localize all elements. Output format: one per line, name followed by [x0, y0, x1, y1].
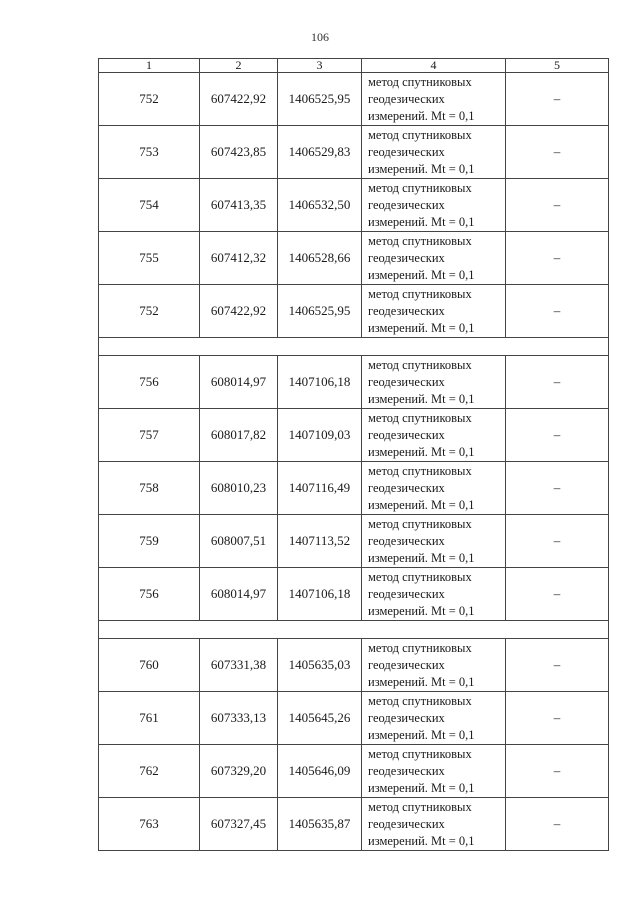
method-line-1: метод спутниковых	[368, 516, 472, 531]
method-line-2: геодезических	[368, 657, 445, 672]
point-number-cell: 754	[99, 179, 200, 232]
table-row	[99, 462, 609, 515]
method-line-3: измерений. Mt = 0,1	[368, 780, 475, 795]
method-line-2: геодезических	[368, 427, 445, 442]
method-line-2: геодезических	[368, 480, 445, 495]
point-number-cell: 755	[99, 232, 200, 285]
method-cell	[362, 798, 506, 851]
separator-cell	[99, 338, 609, 356]
method-line-3: измерений. Mt = 0,1	[368, 444, 475, 459]
x-coordinate-cell: 608017,82	[200, 409, 278, 462]
y-coordinate-cell: 1405645,26	[278, 692, 362, 745]
point-number-cell: 752	[99, 73, 200, 126]
method-line-3: измерений. Mt = 0,1	[368, 550, 475, 565]
accuracy-cell: –	[506, 798, 609, 851]
table-row	[99, 232, 609, 285]
method-line-3: измерений. Mt = 0,1	[368, 833, 475, 848]
x-coordinate-cell: 608014,97	[200, 568, 278, 621]
method-line-1: метод спутниковых	[368, 693, 472, 708]
method-line-2: геодезических	[368, 586, 445, 601]
method-cell	[362, 285, 506, 338]
table-row	[99, 179, 609, 232]
point-number-cell: 752	[99, 285, 200, 338]
method-line-1: метод спутниковых	[368, 569, 472, 584]
method-line-1: метод спутниковых	[368, 74, 472, 89]
page-number: 106	[311, 30, 329, 44]
accuracy-cell: –	[506, 409, 609, 462]
table-row	[99, 515, 609, 568]
table-row	[99, 285, 609, 338]
accuracy-cell: –	[506, 692, 609, 745]
method-line-2: геодезических	[368, 533, 445, 548]
method-line-1: метод спутниковых	[368, 640, 472, 655]
accuracy-cell: –	[506, 462, 609, 515]
y-coordinate-cell: 1405635,03	[278, 639, 362, 692]
accuracy-cell: –	[506, 126, 609, 179]
separator-cell	[99, 621, 609, 639]
x-coordinate-cell: 607331,38	[200, 639, 278, 692]
method-line-3: измерений. Mt = 0,1	[368, 320, 475, 335]
accuracy-cell: –	[506, 639, 609, 692]
column-header: 3	[278, 59, 362, 73]
table-header-row	[99, 59, 609, 73]
table-row	[99, 73, 609, 126]
y-coordinate-cell: 1405635,87	[278, 798, 362, 851]
x-coordinate-cell: 608010,23	[200, 462, 278, 515]
point-number-cell: 760	[99, 639, 200, 692]
x-coordinate-cell: 607327,45	[200, 798, 278, 851]
x-coordinate-cell: 607413,35	[200, 179, 278, 232]
method-cell	[362, 568, 506, 621]
point-number-cell: 759	[99, 515, 200, 568]
accuracy-cell: –	[506, 745, 609, 798]
method-line-3: измерений. Mt = 0,1	[368, 161, 475, 176]
method-cell	[362, 745, 506, 798]
y-coordinate-cell: 1406525,95	[278, 73, 362, 126]
method-line-2: геодезических	[368, 197, 445, 212]
method-cell	[362, 639, 506, 692]
method-cell	[362, 692, 506, 745]
method-line-1: метод спутниковых	[368, 746, 472, 761]
point-number-cell: 758	[99, 462, 200, 515]
x-coordinate-cell: 607412,32	[200, 232, 278, 285]
method-line-3: измерений. Mt = 0,1	[368, 727, 475, 742]
x-coordinate-cell: 608014,97	[200, 356, 278, 409]
x-coordinate-cell: 608007,51	[200, 515, 278, 568]
table-row	[99, 692, 609, 745]
accuracy-cell: –	[506, 232, 609, 285]
point-number-cell: 756	[99, 568, 200, 621]
y-coordinate-cell: 1406532,50	[278, 179, 362, 232]
point-number-cell: 761	[99, 692, 200, 745]
table-row	[99, 356, 609, 409]
method-line-2: геодезических	[368, 710, 445, 725]
method-cell	[362, 179, 506, 232]
method-line-3: измерений. Mt = 0,1	[368, 603, 475, 618]
method-line-1: метод спутниковых	[368, 233, 472, 248]
method-line-2: геодезических	[368, 763, 445, 778]
method-cell	[362, 73, 506, 126]
column-header: 2	[200, 59, 278, 73]
coordinates-table	[98, 58, 609, 851]
y-coordinate-cell: 1406529,83	[278, 126, 362, 179]
accuracy-cell: –	[506, 568, 609, 621]
method-cell	[362, 515, 506, 568]
method-line-3: измерений. Mt = 0,1	[368, 391, 475, 406]
point-number-cell: 757	[99, 409, 200, 462]
method-line-2: геодезических	[368, 250, 445, 265]
x-coordinate-cell: 607329,20	[200, 745, 278, 798]
method-line-1: метод спутниковых	[368, 357, 472, 372]
y-coordinate-cell: 1407116,49	[278, 462, 362, 515]
group-separator-row	[99, 338, 609, 356]
method-cell	[362, 232, 506, 285]
method-line-3: измерений. Mt = 0,1	[368, 108, 475, 123]
x-coordinate-cell: 607423,85	[200, 126, 278, 179]
table-row	[99, 639, 609, 692]
x-coordinate-cell: 607422,92	[200, 73, 278, 126]
method-line-1: метод спутниковых	[368, 410, 472, 425]
table-row	[99, 745, 609, 798]
table-body	[99, 59, 609, 851]
method-line-2: геодезических	[368, 91, 445, 106]
method-line-1: метод спутниковых	[368, 127, 472, 142]
method-line-1: метод спутниковых	[368, 286, 472, 301]
y-coordinate-cell: 1407106,18	[278, 568, 362, 621]
method-line-2: геодезических	[368, 816, 445, 831]
table-row	[99, 568, 609, 621]
method-cell	[362, 356, 506, 409]
method-line-2: геодезических	[368, 303, 445, 318]
point-number-cell: 762	[99, 745, 200, 798]
accuracy-cell: –	[506, 285, 609, 338]
accuracy-cell: –	[506, 356, 609, 409]
accuracy-cell: –	[506, 515, 609, 568]
method-line-2: геодезических	[368, 374, 445, 389]
table-row	[99, 798, 609, 851]
method-cell	[362, 409, 506, 462]
method-cell	[362, 462, 506, 515]
method-line-3: измерений. Mt = 0,1	[368, 674, 475, 689]
point-number-cell: 756	[99, 356, 200, 409]
column-header: 4	[362, 59, 506, 73]
accuracy-cell: –	[506, 179, 609, 232]
method-line-3: измерений. Mt = 0,1	[368, 267, 475, 282]
column-header: 1	[99, 59, 200, 73]
y-coordinate-cell: 1405646,09	[278, 745, 362, 798]
method-line-1: метод спутниковых	[368, 463, 472, 478]
table-row	[99, 409, 609, 462]
method-line-3: измерений. Mt = 0,1	[368, 214, 475, 229]
method-line-2: геодезических	[368, 144, 445, 159]
y-coordinate-cell: 1407109,03	[278, 409, 362, 462]
table-row	[99, 126, 609, 179]
method-line-1: метод спутниковых	[368, 799, 472, 814]
x-coordinate-cell: 607422,92	[200, 285, 278, 338]
method-cell	[362, 126, 506, 179]
column-header: 5	[506, 59, 609, 73]
accuracy-cell: –	[506, 73, 609, 126]
method-line-3: измерений. Mt = 0,1	[368, 497, 475, 512]
x-coordinate-cell: 607333,13	[200, 692, 278, 745]
point-number-cell: 763	[99, 798, 200, 851]
group-separator-row	[99, 621, 609, 639]
y-coordinate-cell: 1406525,95	[278, 285, 362, 338]
y-coordinate-cell: 1406528,66	[278, 232, 362, 285]
point-number-cell: 753	[99, 126, 200, 179]
y-coordinate-cell: 1407113,52	[278, 515, 362, 568]
method-line-1: метод спутниковых	[368, 180, 472, 195]
y-coordinate-cell: 1407106,18	[278, 356, 362, 409]
